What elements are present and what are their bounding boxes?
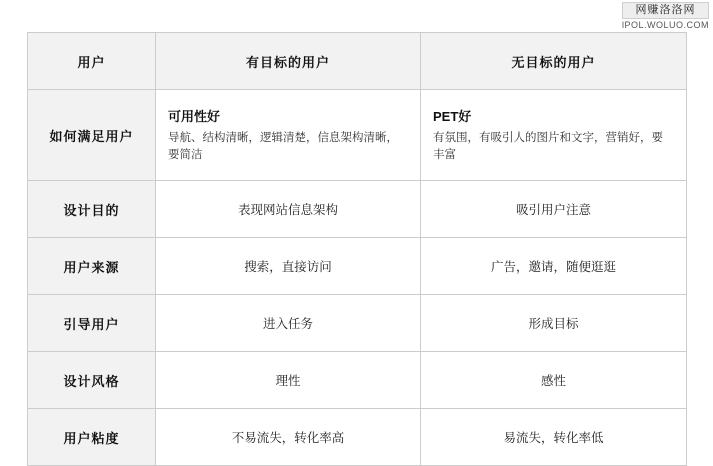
cell-guide-nogoal: 形成目标 xyxy=(421,295,687,352)
cell-title: PET好 xyxy=(433,109,472,125)
row-label-design-style: 设计风格 xyxy=(28,352,156,409)
cell-satisfy-goal xyxy=(156,90,421,181)
table-row xyxy=(28,181,687,238)
table-row xyxy=(28,352,687,409)
cell-purpose-goal: 表现网站信息架构 xyxy=(156,181,421,238)
table-row xyxy=(28,295,687,352)
row-label-design-purpose: 设计目的 xyxy=(28,181,156,238)
row-label-user-source: 用户来源 xyxy=(28,238,156,295)
cell-guide-goal: 进入任务 xyxy=(156,295,421,352)
table-row xyxy=(28,409,687,466)
cell-body: 导航、结构清晰，逻辑清楚，信息架构清晰，要简洁 xyxy=(168,132,398,161)
row-label-user-stickiness: 用户粘度 xyxy=(28,409,156,466)
cell-stickiness-goal: 不易流失，转化率高 xyxy=(156,409,421,466)
table-header-row xyxy=(28,33,687,90)
watermark-en-text: lPOL.WOLUO.COM xyxy=(621,19,709,30)
column-header-user: 用户 xyxy=(28,33,156,90)
cell-style-goal: 理性 xyxy=(156,352,421,409)
cell-style-nogoal: 感性 xyxy=(421,352,687,409)
cell-source-nogoal: 广告，邀请，随便逛逛 xyxy=(421,238,687,295)
column-header-nogoal-user: 无目标的用户 xyxy=(421,33,687,90)
comparison-table xyxy=(27,32,687,466)
cell-title: 可用性好 xyxy=(168,109,221,125)
watermark-cn-text: 网赚洛洛网 xyxy=(622,2,709,19)
column-header-goal-user: 有目标的用户 xyxy=(156,33,421,90)
table-row xyxy=(28,90,687,181)
cell-purpose-nogoal: 吸引用户注意 xyxy=(421,181,687,238)
comparison-table-container xyxy=(27,32,686,466)
cell-stickiness-nogoal: 易流失，转化率低 xyxy=(421,409,687,466)
table-row xyxy=(28,238,687,295)
watermark xyxy=(622,2,709,30)
cell-satisfy-nogoal xyxy=(421,90,687,181)
table-header xyxy=(28,33,687,90)
table-body xyxy=(28,90,687,466)
cell-body: 有氛围，有吸引人的图片和文字，营销好，要丰富 xyxy=(433,132,663,161)
row-label-guide-user: 引导用户 xyxy=(28,295,156,352)
row-label-satisfy-user: 如何满足用户 xyxy=(28,90,156,181)
cell-source-goal: 搜索，直接访问 xyxy=(156,238,421,295)
